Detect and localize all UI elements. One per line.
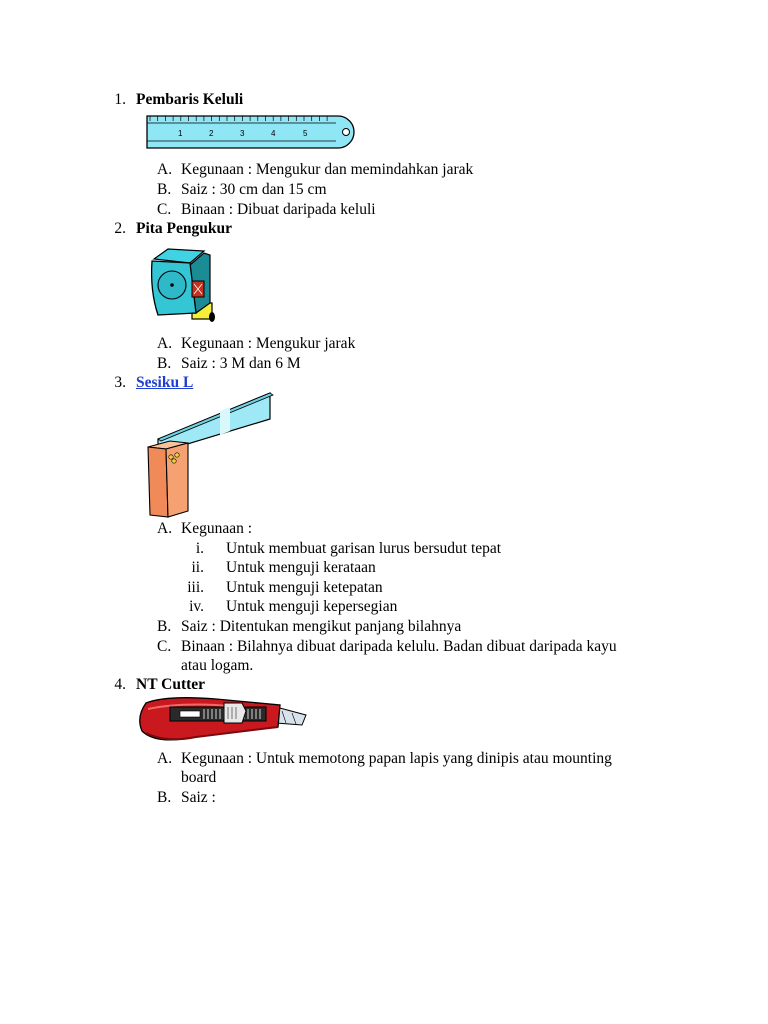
item-4-point-b-text: Saiz :	[181, 789, 216, 806]
item-1-number: 1.	[114, 91, 126, 108]
item-3-point-a-text: Kegunaan :	[181, 520, 253, 537]
item-3-sub-2-roman: ii.	[191, 559, 204, 576]
item-4-point-a-letter: A.	[157, 750, 173, 767]
item-3-point-c-text-cont: atau logam.	[181, 657, 254, 674]
item-3-sub-4-text: Untuk menguji kepersegian	[226, 598, 398, 615]
item-3-sub-3-roman: iii.	[187, 579, 204, 596]
item-3-point-a-letter: A.	[157, 520, 173, 537]
item-3-point-c-text: Binaan : Bilahnya dibuat daripada kelulu. Badan dibuat daripada kayu	[181, 638, 617, 655]
item-2-title: Pita Pengukur	[136, 220, 233, 237]
item-3-sub-2-text: Untuk menguji kerataan	[226, 559, 376, 576]
item-2-point-a-text: Kegunaan : Mengukur jarak	[181, 335, 356, 352]
nt-cutter-icon	[136, 693, 308, 749]
item-3-point-c-letter: C.	[157, 638, 172, 655]
item-2-number: 2.	[114, 220, 126, 237]
item-3-sub-1-text: Untuk membuat garisan lurus bersudut tepat	[226, 540, 502, 557]
ruler-mark-3: 3	[240, 129, 245, 138]
item-1-point-a-text: Kegunaan : Mengukur dan memindahkan jarak	[181, 161, 474, 178]
item-3-number: 3.	[114, 374, 126, 391]
item-1-title: Pembaris Keluli	[136, 91, 244, 108]
item-3-sub-1-roman: i.	[195, 540, 204, 557]
ruler-mark-5: 5	[303, 129, 308, 138]
item-3-sub-4-roman: iv.	[189, 598, 204, 615]
item-4-point-a-text: Kegunaan : Untuk memotong papan lapis yang dinipis atau mounting	[181, 750, 612, 767]
item-1-point-c-letter: C.	[157, 201, 172, 218]
item-1-point-c-text: Binaan : Dibuat daripada keluli	[181, 201, 376, 218]
item-4-point-b-letter: B.	[157, 789, 172, 806]
item-2-point-b-letter: B.	[157, 355, 172, 372]
item-3-sub-3-text: Untuk menguji ketepatan	[226, 579, 383, 596]
ruler-mark-1: 1	[178, 129, 183, 138]
item-2-point-a-letter: A.	[157, 335, 173, 352]
item-3-point-b-letter: B.	[157, 618, 172, 635]
measuring-tape-icon	[148, 247, 224, 327]
item-1-point-b-letter: B.	[157, 181, 172, 198]
ruler-mark-2: 2	[209, 129, 214, 138]
item-3-point-b-text: Saiz : Ditentukan mengikut panjang bilahnya	[181, 618, 462, 635]
l-square-icon	[140, 391, 274, 519]
item-4-title: NT Cutter	[136, 676, 206, 693]
item-3-title-link[interactable]: Sesiku L	[136, 374, 194, 391]
item-4-number: 4.	[114, 676, 126, 693]
steel-ruler-icon	[146, 115, 358, 149]
ruler-mark-4: 4	[271, 129, 276, 138]
item-4-point-a-text-cont: board	[181, 769, 217, 786]
item-1-point-b-text: Saiz : 30 cm dan 15 cm	[181, 181, 327, 198]
item-2-point-b-text: Saiz : 3 M dan 6 M	[181, 355, 301, 372]
item-1-point-a-letter: A.	[157, 161, 173, 178]
